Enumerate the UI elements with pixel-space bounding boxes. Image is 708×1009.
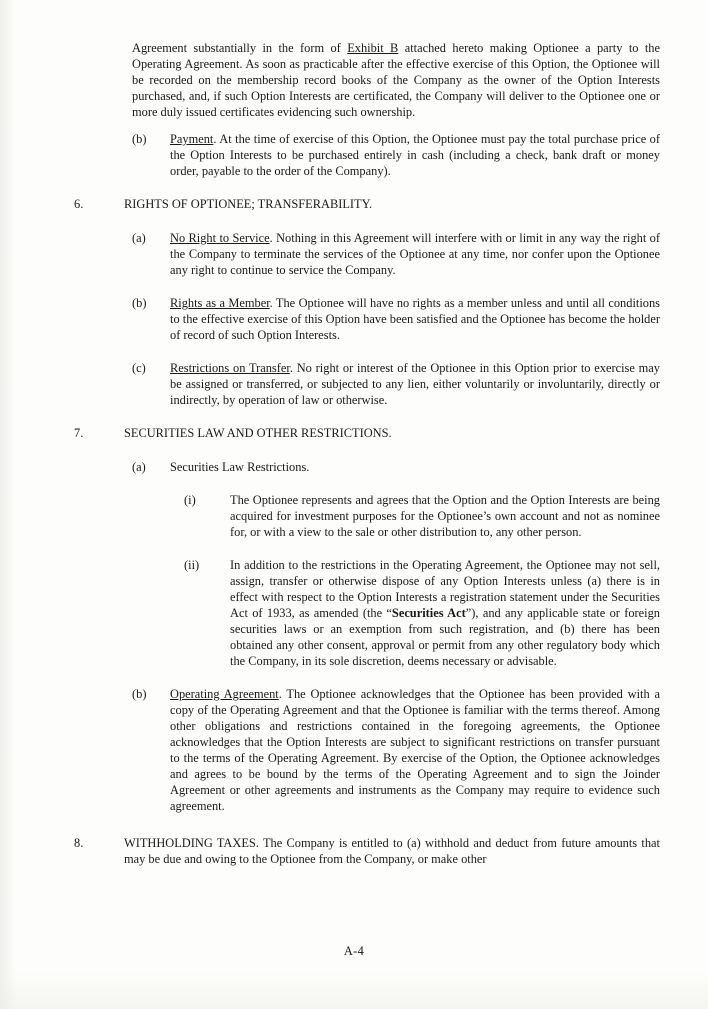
- clause-heading: No Right to Service: [170, 231, 270, 245]
- section-title: SECURITIES LAW AND OTHER RESTRICTIONS.: [124, 426, 392, 440]
- clause-text: The Optionee represents and agrees that the Option and the Option Interests are being acquired for investment purposes for the Optionee’s own account and not as nominee for, or with a view to the sale or other distribution to, any other person.: [230, 493, 660, 539]
- section-8-withholding-taxes: [52, 835, 660, 867]
- clause-text: . The Optionee will have no rights as a member unless and until all conditions to the effective exercise of this Option have been satisfied and the Optionee has become the holder of record of such Option Interests.: [170, 296, 660, 342]
- clause-heading: Operating Agreement: [170, 687, 279, 701]
- paragraph-continued-text-end: attached hereto making Optionee a party to the Operating Agreement. As soon as practicable after the effective exercise of this Option, the Optionee will be recorded on the membership record books of the Company as the owner of the Option Interests purchased, and, if such Option Interests are certificated, the Company will deliver to the Optionee one or more duly issued certificates evidencing such ownership.: [132, 41, 660, 119]
- document-body: [52, 40, 660, 867]
- paragraph-continued: [52, 40, 660, 120]
- clause-content: [170, 295, 660, 343]
- clause-marker: (b): [132, 132, 147, 146]
- clause-7a-i: [52, 492, 660, 540]
- clause-text: . Nothing in this Agreement will interfere with or limit in any way the right of the Company to terminate the services of the Optionee at any time, nor confer upon the Optionee any right to continue to service the Company.: [170, 231, 660, 277]
- section-marker: 8.: [74, 836, 84, 850]
- clause-heading: Payment: [170, 132, 214, 146]
- clause-text-end: ”), and any applicable state or foreign securities laws or an exemption from such registration, and (b) there has been obtained any other consent, approval or permit from any other regulatory body which the Company, in its sole discretion, deems necessary or advisable.: [230, 606, 661, 668]
- clause-marker: (a): [132, 231, 146, 245]
- section-marker: 7.: [74, 426, 84, 440]
- section-7-securities-law: [52, 425, 660, 441]
- section-marker: 6.: [74, 197, 84, 211]
- clause-content: [170, 230, 660, 278]
- clause-6c-restrictions-on-transfer: [52, 360, 660, 408]
- section-text: WITHHOLDING TAXES. The Company is entitled to (a) withhold and deduct from future amounts that may be due and owing to the Optionee from the Company, or make other: [124, 836, 660, 866]
- clause-heading: Rights as a Member: [170, 296, 270, 310]
- scan-edge-left: [0, 0, 16, 1009]
- clause-content: [170, 131, 660, 179]
- clause-content: [170, 360, 660, 408]
- spacer: [52, 825, 660, 835]
- clause-5b-payment: [52, 131, 660, 179]
- clause-7a-ii: [52, 557, 660, 669]
- clause-marker: (c): [132, 361, 146, 375]
- clause-marker: (ii): [184, 558, 200, 572]
- clause-7b-operating-agreement: [52, 686, 660, 814]
- page-number: A-4: [343, 944, 365, 958]
- section-6-rights-of-optionee: [52, 196, 660, 212]
- clause-6a-no-right-to-service: [52, 230, 660, 278]
- clause-text: Securities Law Restrictions.: [170, 460, 310, 474]
- clause-7a-securities-law-restrictions: [52, 459, 660, 475]
- clause-heading: Restrictions on Transfer: [170, 361, 290, 375]
- clause-content: [170, 686, 660, 814]
- paragraph-continued-text-start: Agreement substantially in the form of: [132, 41, 348, 55]
- clause-marker: (b): [132, 296, 147, 310]
- clause-text-start: In addition to the restrictions in the Operating Agreement, the Optionee may not sell, assign, transfer or otherwise dispose of any Option Interests unless (a) there is in effect with respect to the Option Interests a registration statement under the Securities Act of 1933, as amended (the “: [230, 558, 660, 620]
- scan-edge-bottom: [0, 973, 708, 1009]
- exhibit-b-reference: Exhibit B: [347, 41, 399, 55]
- clause-marker: (b): [132, 687, 147, 701]
- defined-term-securities-act: Securities Act: [391, 606, 466, 620]
- clause-text: . At the time of exercise of this Option, the Optionee must pay the total purchase price of the Option Interests to be purchased entirely in cash (including a check, bank draft or money order, payable to the order of the Company).: [170, 132, 660, 178]
- clause-marker: (i): [184, 493, 196, 507]
- clause-6b-rights-as-a-member: [52, 295, 660, 343]
- section-title: RIGHTS OF OPTIONEE; TRANSFERABILITY.: [124, 197, 373, 211]
- clause-text: . The Optionee acknowledges that the Optionee has been provided with a copy of the Operating Agreement and that the Optionee is familiar with the terms thereof. Among other obligations and restrictions contained in the foregoing agreements, the Optionee acknowledges that the Option Interests are subject to significant restrictions on transfer pursuant to the terms of the Operating Agreement. By exercise of the Option, the Optionee acknowledges and agrees to be bound by the terms of the Operating Agreement and to sign the Joinder Agreement or other agreements and instruments as the Company may require to evidence such agreement.: [170, 687, 660, 813]
- clause-marker: (a): [132, 460, 146, 474]
- clause-text: . No right or interest of the Optionee in this Option prior to exercise may be assigned or transferred, or subjected to any lien, either voluntarily or involuntarily, directly or indirectly, by operation of law or otherwise.: [170, 361, 661, 407]
- clause-content: [230, 557, 660, 669]
